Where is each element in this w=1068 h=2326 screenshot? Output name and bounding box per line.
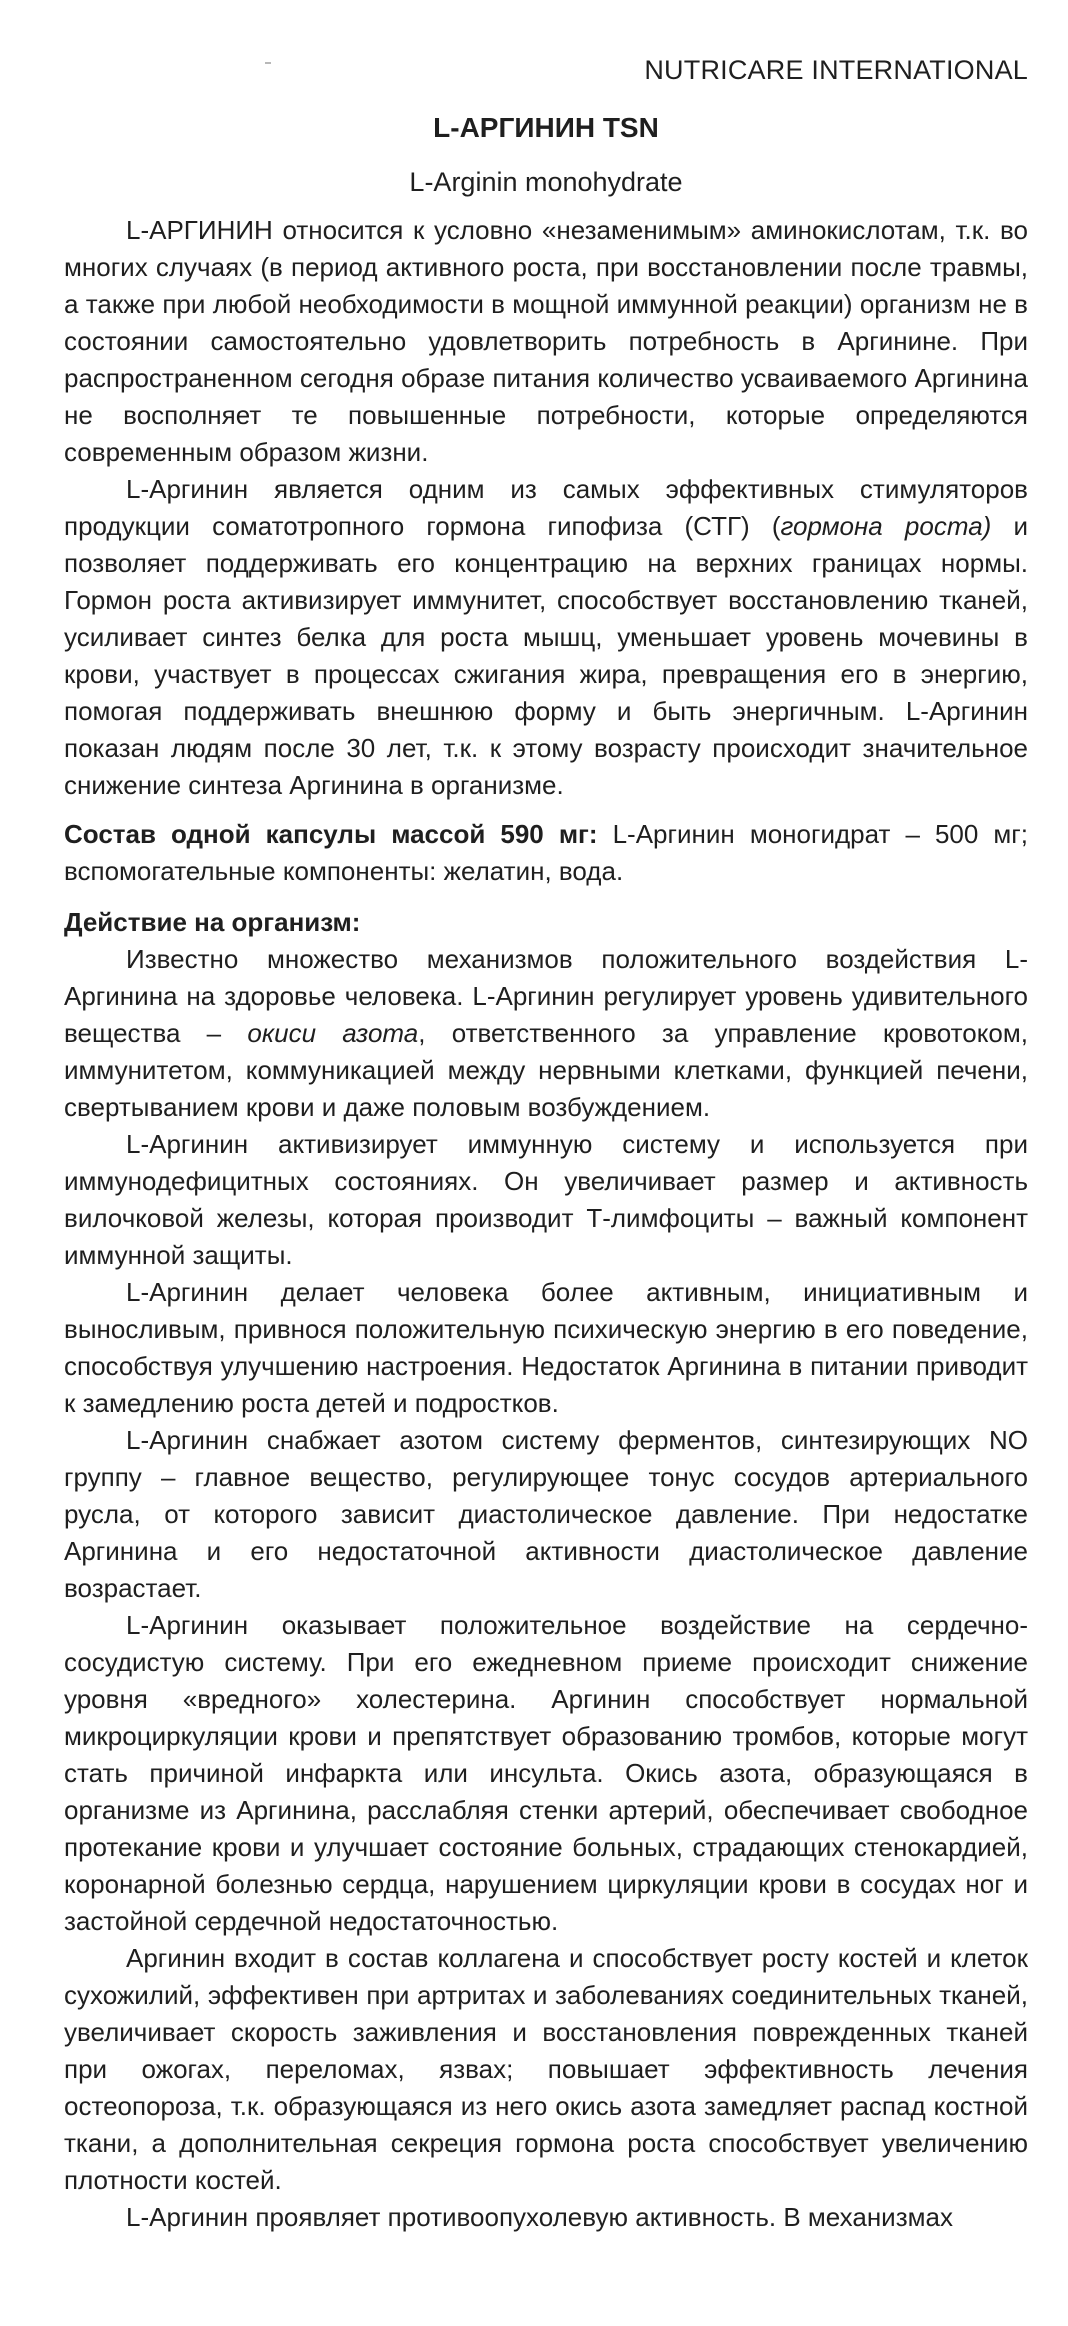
action-paragraph-2: L-Аргинин активизирует иммунную систему и используется при иммунодефицитных состояниях. Он увеличивает размер и активность вилочковой железы, которая производит Т-лимфоциты – важный компонент иммунной защиты. xyxy=(64,1129,1028,1270)
intro-paragraph-2 xyxy=(64,471,1028,804)
company-name: NUTRICARE INTERNATIONAL xyxy=(644,55,1028,85)
action-paragraph-3: L-Аргинин делает человека более активным, инициативным и выносливым, привнося положительную психическую энергию в его поведение, способствуя улучшению настроения. Недостаток Аргинина в питании приводит к замедлению роста детей и подростков. xyxy=(64,1277,1028,1418)
action-heading: Действие на организм: xyxy=(64,907,361,937)
composition-paragraph xyxy=(64,816,1028,890)
composition-text: L-Аргинин моногидрат – 500 мг; вспомогательные компоненты: желатин, вода. xyxy=(64,819,1028,886)
document-subtitle: L-Arginin monohydrate xyxy=(409,167,683,197)
action-paragraph-4: L-Аргинин снабжает азотом систему ферментов, синтезирующих NO группу – главное вещество, регулирующее тонус сосудов артериального русла, от которого зависит диастолическое давление. При недостатке Аргинина и его недостаточной активности диастолическое давление возрастает. xyxy=(64,1425,1028,1603)
intro-p2-italic: гормона роста) xyxy=(780,511,992,541)
action-paragraph-1 xyxy=(64,941,1028,1126)
action-paragraph-6: Аргинин входит в состав коллагена и способствует росту костей и клеток сухожилий, эффективен при артритах и заболеваниях соединительных тканей, увеличивает скорость заживления и восстановления поврежденных тканей при ожогах, переломах, язвах; повышает эффективность лечения остеопороза, т.к. образующаяся из него окись азота замедляет распад костной ткани, а дополнительная секреция гормона роста способствует увеличению плотности костей. xyxy=(64,1943,1028,2195)
document-page xyxy=(64,50,1028,2236)
intro-paragraph-1: L-АРГИНИН относится к условно «незаменимым» аминокислотам, т.к. во многих случаях (в период активного роста, при восстановлении после травмы, а также при любой необходимости в мощной иммунной реакции) организм не в состоянии самостоятельно удовлетворить потребность в Аргинине. При распространенном сегодня образе питания количество усваиваемого Аргинина не восполняет те повышенные потребности, которые определяются современным образом жизни. xyxy=(64,215,1028,467)
action-paragraph-5: L-Аргинин оказывает положительное воздействие на сердечно-сосудистую систему. При его ежедневном приеме происходит снижение уровня «вредного» холестерина. Аргинин способствует нормальной микроциркуляции крови и препятствует образованию тромбов, которые могут стать причиной инфаркта или инсульта. Окись азота, образующаяся в организме из Аргинина, расслабляя стенки артерий, обеспечивает свободное протекание крови и улучшает состояние больных, страдающих стенокардией, коронарной болезнью сердца, нарушением циркуляции крови в сосудах ног и застойной сердечной недостаточностью. xyxy=(64,1610,1028,1936)
intro-p2-text-b: и позволяет поддерживать его концентрацию на верхних границах нормы. Гормон роста активизирует иммунитет, способствует восстановлению тканей, усиливает синтез белка для роста мышц, уменьшает уровень мочевины в крови, участвует в процессах сжигания жира, превращения его в энергию, помогая поддерживать внешнюю форму и быть энергичным. L-Аргинин показан людям после 30 лет, т.к. к этому возрасту происходит значительное снижение синтеза Аргинина в организме. xyxy=(64,511,1028,800)
action-paragraph-7: L-Аргинин проявляет противоопухолевую активность. В механизмах xyxy=(126,2202,953,2232)
composition-label: Состав одной капсулы массой 590 мг: xyxy=(64,819,598,849)
document-title: L-АРГИНИН TSN xyxy=(433,112,659,143)
action-p1-text-a: Известно множество механизмов положительного воздействия L-Аргинина на здоровье человека. L-Аргинин регулирует уровень удивительного вещества – xyxy=(64,944,1028,1048)
action-p1-text-b: , ответственного за управление кровотоком, иммунитетом, коммуникацией между нервными клетками, функцией печени, свертыванием крови и даже половым возбуждением. xyxy=(64,1018,1028,1122)
action-p1-italic: окиси азота xyxy=(247,1018,419,1048)
intro-p2-text-a: L-Аргинин является одним из самых эффективных стимуляторов продукции соматотропного гормона гипофиза (СТГ) ( xyxy=(64,474,1028,541)
